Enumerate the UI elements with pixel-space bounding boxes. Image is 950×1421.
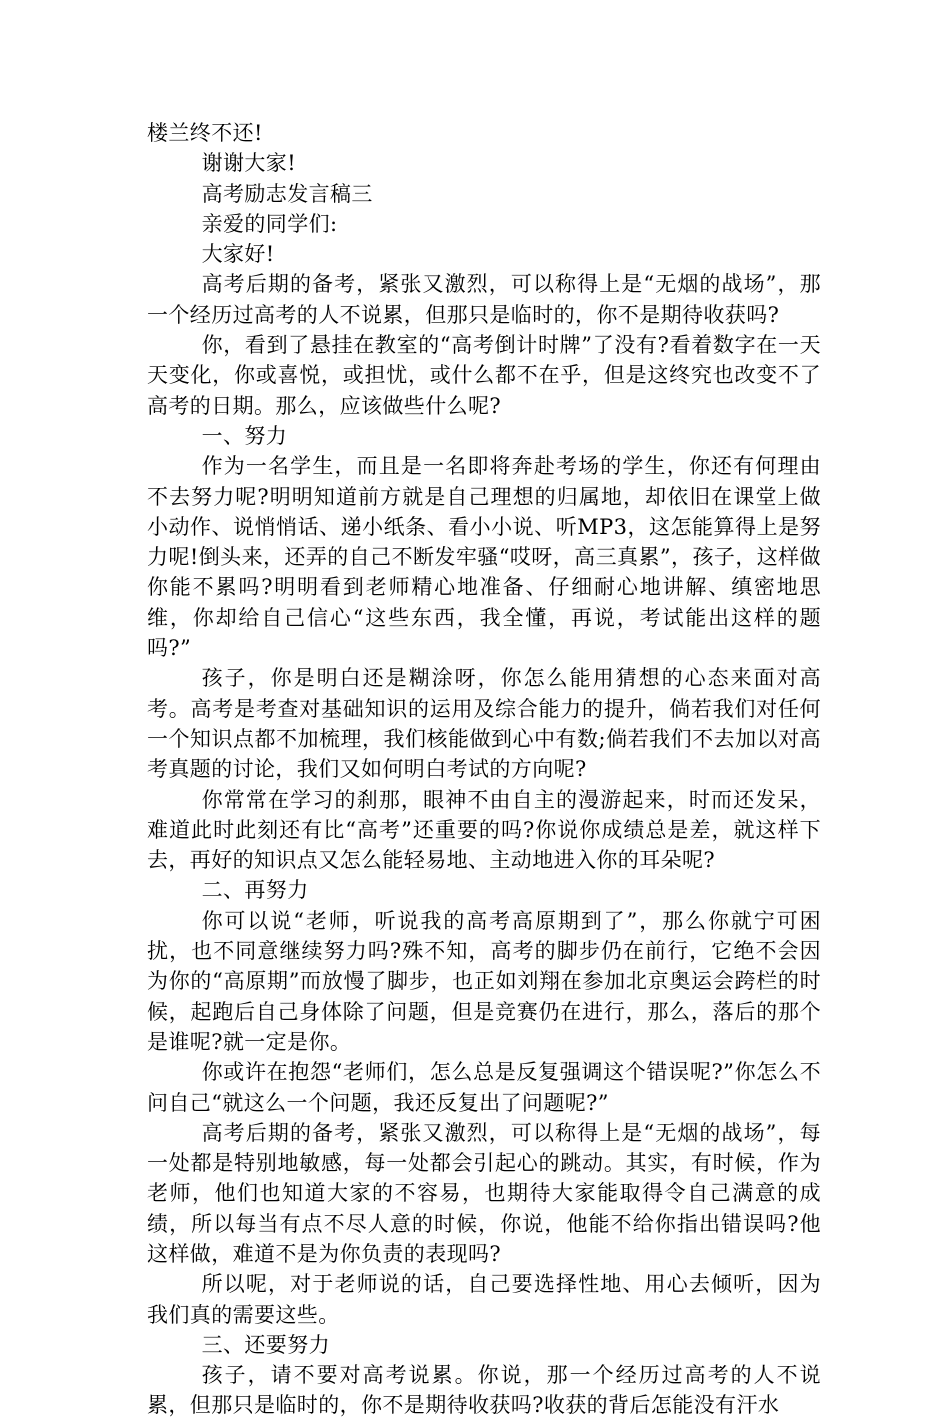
paragraph: 你常常在学习的刹那，眼神不由自主的漫游起来，时而还发呆，难道此时此刻还有比“高考”还重要的吗?你说你成绩总是差，就这样下去，再好的知识点又怎么能轻易地、主动地进入你的耳朵呢? (147, 787, 821, 873)
paragraph: 一、努力 (201, 423, 288, 448)
paragraph: 高考后期的备考，紧张又激烈，可以称得上是“无烟的战场”，那一个经历过高考的人不说累，但那只是临时的，你不是期待收获吗? (147, 272, 821, 327)
paragraph: 亲爱的同学们: (201, 211, 338, 236)
paragraph: 高考后期的备考，紧张又激烈，可以称得上是“无烟的战场”，每一处都是特别地敏感，每一处都会引起心的跳动。其实，有时候，作为老师，他们也知道大家的不容易，也期待大家能取得令自己满意的成绩，所以每当有点不尽人意的时候，你说，他能不给你指出错误吗?他这样做，难道不是为你负责的表现吗? (147, 1120, 821, 1266)
paragraph-list (147, 118, 821, 1421)
paragraph: 楼兰终不还! (147, 121, 263, 145)
paragraph: 大家好! (201, 242, 275, 267)
paragraph: 三、还要努力 (201, 1332, 330, 1357)
paragraph: 孩子，你是明白还是糊涂呀，你怎么能用猜想的心态来面对高考。高考是考查对基础知识的运用及综合能力的提升，倘若我们对任何一个知识点都不加梳理，我们核能做到心中有数;倘若我们不去加以对高考真题的讨论，我们又如何明白考试的方向呢? (147, 666, 821, 782)
paragraph: 二、再努力 (201, 878, 309, 903)
paragraph: 作为一名学生，而且是一名即将奔赴考场的学生，你还有何理由不去努力呢?明明知道前方就是自己理想的归属地，却依旧在课堂上做小动作、说悄悄话、递小纸条、看小小说、听MP3，这怎能算得上是努力呢!倒头来，还弄的自己不断发牢骚“哎呀，高三真累”，孩子，这样做你能不累吗?明明看到老师精心地准备、仔细耐心地讲解、缜密地思维，你却给自己信心“这些东西，我全懂，再说，考试能出这样的题吗?” (147, 454, 821, 661)
paragraph: 你可以说“老师，听说我的高考高原期到了”，那么你就宁可困扰，也不同意继续努力吗?殊不知，高考的脚步仍在前行，它绝不会因为你的“高原期”而放慢了脚步，也正如刘翔在参加北京奥运会跨栏的时候，起跑后自己身体除了问题，但是竞赛仍在进行，那么，落后的那个是谁呢?就一定是你。 (147, 908, 821, 1054)
paragraph: 你或许在抱怨“老师们，怎么总是反复强调这个错误呢?”你怎么不问自己“就这么一个问题，我还反复出了问题呢?” (147, 1060, 821, 1115)
paragraph: 所以呢，对于老师说的话，自己要选择性地、用心去倾听，因为我们真的需要这些。 (147, 1272, 821, 1327)
paragraph: 高考励志发言稿三 (201, 181, 373, 206)
paragraph: 你，看到了悬挂在教室的“高考倒计时牌”了没有?看着数字在一天天变化，你或喜悦，或担忧，或什么都不在乎，但是这终究也改变不了高考的日期。那么，应该做些什么呢? (147, 333, 821, 418)
paragraph: 孩子，请不要对高考说累。你说，那一个经历过高考的人不说累，但那只是临时的，你不是期待收获吗?收获的背后怎能没有汗水 (147, 1363, 821, 1418)
document-page (147, 118, 821, 1421)
paragraph: 谢谢大家! (201, 151, 297, 176)
